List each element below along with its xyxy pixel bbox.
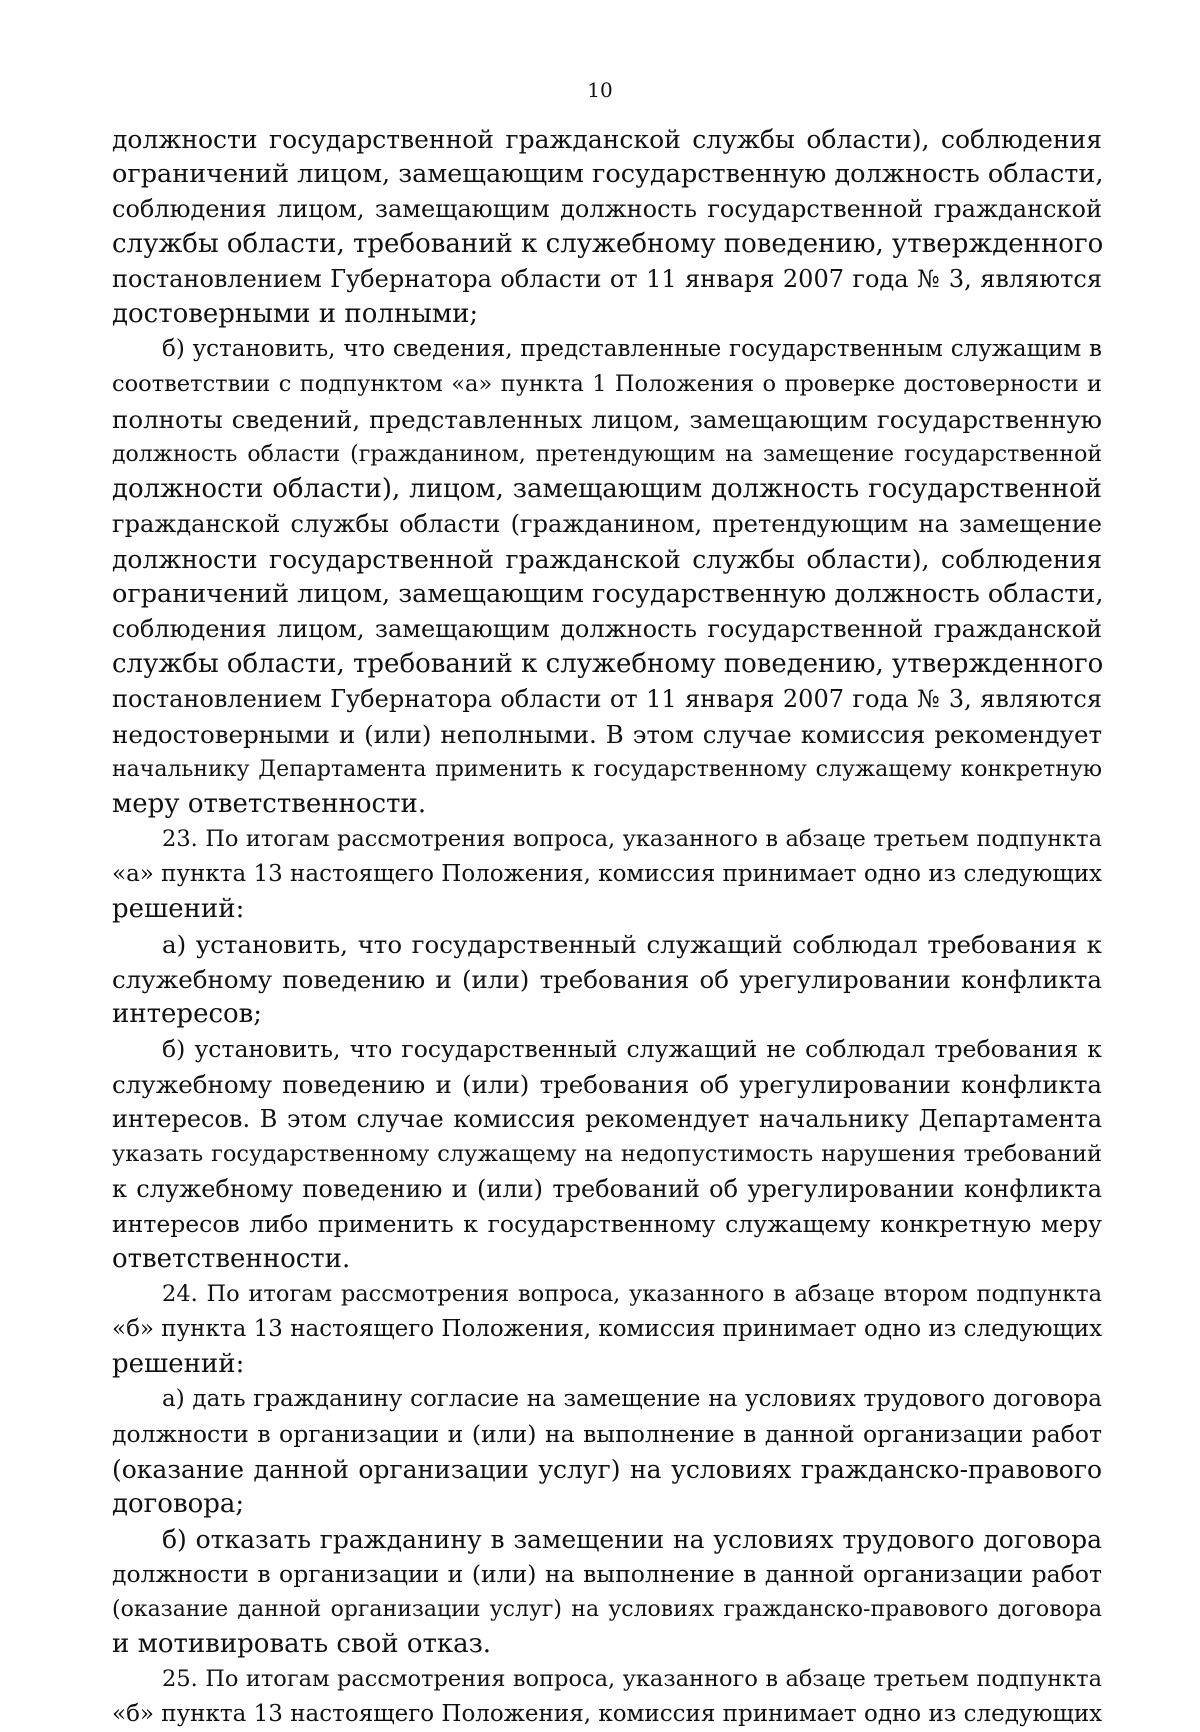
- text-line: решений:: [112, 894, 245, 924]
- text-line: а) дать гражданину согласие на замещение на условиях трудового договора: [162, 1386, 1102, 1412]
- text-line: меру ответственности.: [112, 789, 427, 819]
- text-line: решений:: [112, 1349, 245, 1379]
- text-line: ограничений лицом, замещающим государственную должность области,: [112, 159, 1104, 189]
- text-line: «б» пункта 13 настоящего Положения, комиссия принимает одно из следующих: [112, 1316, 1103, 1342]
- page-number: 10: [587, 78, 613, 102]
- text-line: соблюдения лицом, замещающим должность государственной гражданской: [112, 195, 1102, 223]
- text-line: указать государственному служащему на недопустимость нарушения требований: [112, 1141, 1102, 1167]
- text-line: постановлением Губернатора области от 11 января 2007 года № 3, являются: [112, 265, 1102, 293]
- text-line: гражданской службы области (гражданином, претендующим на замещение: [112, 510, 1102, 538]
- text-line: полноты сведений, представленных лицом, замещающим государственную: [112, 405, 1102, 434]
- text-line: достоверными и полными;: [112, 299, 479, 329]
- text-line: соответствии с подпунктом «а» пункта 1 Положения о проверке достоверности и: [112, 371, 1102, 397]
- text-line: (оказание данной организации услуг) на условиях гражданско-правового: [112, 1455, 1102, 1484]
- text-line: недостоверными и (или) неполными. В этом случае комиссия рекомендует: [112, 720, 1102, 749]
- text-line: а) установить, что государственный служащий соблюдал требования к: [162, 930, 1102, 959]
- text-line: б) отказать гражданину в замещении на условиях трудового договора: [162, 1525, 1102, 1554]
- text-line: ограничений лицом, замещающим государственную должность области,: [112, 579, 1104, 609]
- text-line: служебному поведению и (или) требования об урегулировании конфликта: [112, 965, 1102, 994]
- text-line: соблюдения лицом, замещающим должность государственной гражданской: [112, 615, 1102, 643]
- text-line: должность области (гражданином, претендующим на замещение государственной: [112, 442, 1102, 467]
- text-line: интересов. В этом случае комиссия рекомендует начальнику Департамента: [112, 1105, 1102, 1133]
- text-line: должности в организации и (или) на выполнение в данной организации работ: [112, 1420, 1102, 1448]
- text-line: должности государственной гражданской службы области), соблюдения: [112, 545, 1102, 574]
- text-line: к служебному поведению и (или) требований об урегулировании конфликта: [112, 1175, 1102, 1203]
- text-line: 24. По итогам рассмотрения вопроса, указанного в абзаце втором подпункта: [162, 1281, 1102, 1307]
- text-line: б) установить, что государственный служащий не соблюдал требования к: [162, 1035, 1102, 1063]
- text-line: должности области), лицом, замещающим должность государственной: [112, 474, 1102, 504]
- text-line: договора;: [112, 1489, 245, 1519]
- text-line: б) установить, что сведения, представленные государственным служащим в: [162, 336, 1102, 362]
- text-line: интересов;: [112, 999, 263, 1029]
- text-line: и мотивировать свой отказ.: [112, 1629, 492, 1659]
- text-line: службы области, требований к служебному поведению, утвержденного: [112, 229, 1104, 259]
- text-line: постановлением Губернатора области от 11 января 2007 года № 3, являются: [112, 685, 1102, 713]
- text-line: «б» пункта 13 настоящего Положения, комиссия принимает одно из следующих: [112, 1701, 1103, 1727]
- text-line: «а» пункта 13 настоящего Положения, комиссия принимает одно из следующих: [112, 861, 1103, 887]
- text-line: интересов либо применить к государственному служащему конкретную меру: [112, 1210, 1102, 1238]
- text-line: 25. По итогам рассмотрения вопроса, указанного в абзаце третьем подпункта: [162, 1666, 1102, 1692]
- text-line: начальнику Департамента применить к государственному служащему конкретную: [112, 757, 1102, 782]
- text-line: должности государственной гражданской службы области), соблюдения: [112, 125, 1102, 154]
- text-line: ответственности.: [112, 1244, 351, 1274]
- text-line: должности в организации и (или) на выполнение в данной организации работ: [112, 1560, 1102, 1588]
- text-line: службы области, требований к служебному поведению, утвержденного: [112, 649, 1104, 679]
- document-body: [112, 122, 1102, 1732]
- text-line: (оказание данной организации услуг) на условиях гражданско-правового договора: [112, 1597, 1102, 1622]
- text-line: 23. По итогам рассмотрения вопроса, указанного в абзаце третьем подпункта: [162, 826, 1102, 852]
- text-line: служебному поведению и (или) требования об урегулировании конфликта: [112, 1070, 1102, 1099]
